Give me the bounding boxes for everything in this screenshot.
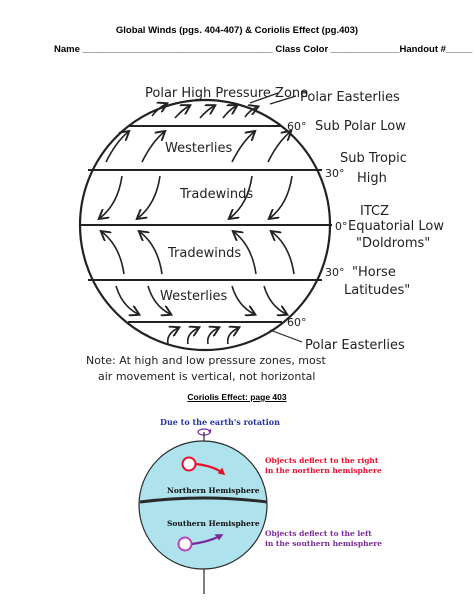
lat-north-60: 60°: [287, 120, 307, 133]
label-sub-tropic: Sub Tropic: [340, 151, 407, 166]
label-sub-polar-low: Sub Polar Low: [315, 119, 406, 134]
band-westerlies-north: Westerlies: [165, 141, 233, 156]
label-high: High: [357, 171, 387, 186]
label-horse: "Horse: [352, 265, 396, 280]
label-polar-high: Polar High Pressure Zone: [145, 86, 309, 101]
lat-equator: 0°: [335, 220, 348, 233]
south-note-2: in the southern hemisphere: [265, 539, 383, 548]
note-line-1: Note: At high and low pressure zones, most: [86, 354, 326, 367]
lat-south-60: 60°: [287, 316, 307, 329]
north-note-2: in the northern hemisphere: [265, 466, 382, 475]
band-tradewinds-north: Tradewinds: [180, 187, 254, 202]
band-westerlies-south: Westerlies: [160, 289, 228, 304]
label-southern-hemisphere: Southern Hemisphere: [167, 519, 260, 528]
note-line-2: air movement is vertical, not horizontal: [98, 370, 316, 383]
label-polar-easterlies-bottom: Polar Easterlies: [305, 338, 405, 353]
coriolis-globe: [139, 441, 267, 569]
south-object-icon: [179, 538, 192, 551]
label-rotation: Due to the earth's rotation: [160, 417, 280, 427]
label-itcz: ITCZ: [360, 204, 389, 219]
label-doldrums: "Doldroms": [356, 236, 431, 251]
label-polar-easterlies-top: Polar Easterlies: [300, 90, 400, 105]
north-note-1: Objects deflect to the right: [265, 456, 379, 465]
south-note-1: Objects deflect to the left: [265, 529, 372, 538]
label-equatorial-low: Equatorial Low: [348, 219, 444, 234]
page-title: Global Winds (pgs. 404-407) & Coriolis Effect (pg.403): [115, 25, 359, 36]
name-class-handout-line: Name ____________________________________ Class Color _____________Handout #_____: [54, 44, 473, 55]
north-object-icon: [183, 458, 196, 471]
band-tradewinds-south: Tradewinds: [168, 246, 242, 261]
lat-south-30: 30°: [325, 266, 345, 279]
lat-north-30: 30°: [325, 167, 345, 180]
coriolis-caption: Coriolis Effect: page 403: [187, 392, 287, 402]
arrows-polar-easterlies-south: [168, 328, 238, 344]
label-northern-hemisphere: Northern Hemisphere: [167, 486, 260, 495]
label-latitudes: Latitudes": [344, 283, 411, 298]
